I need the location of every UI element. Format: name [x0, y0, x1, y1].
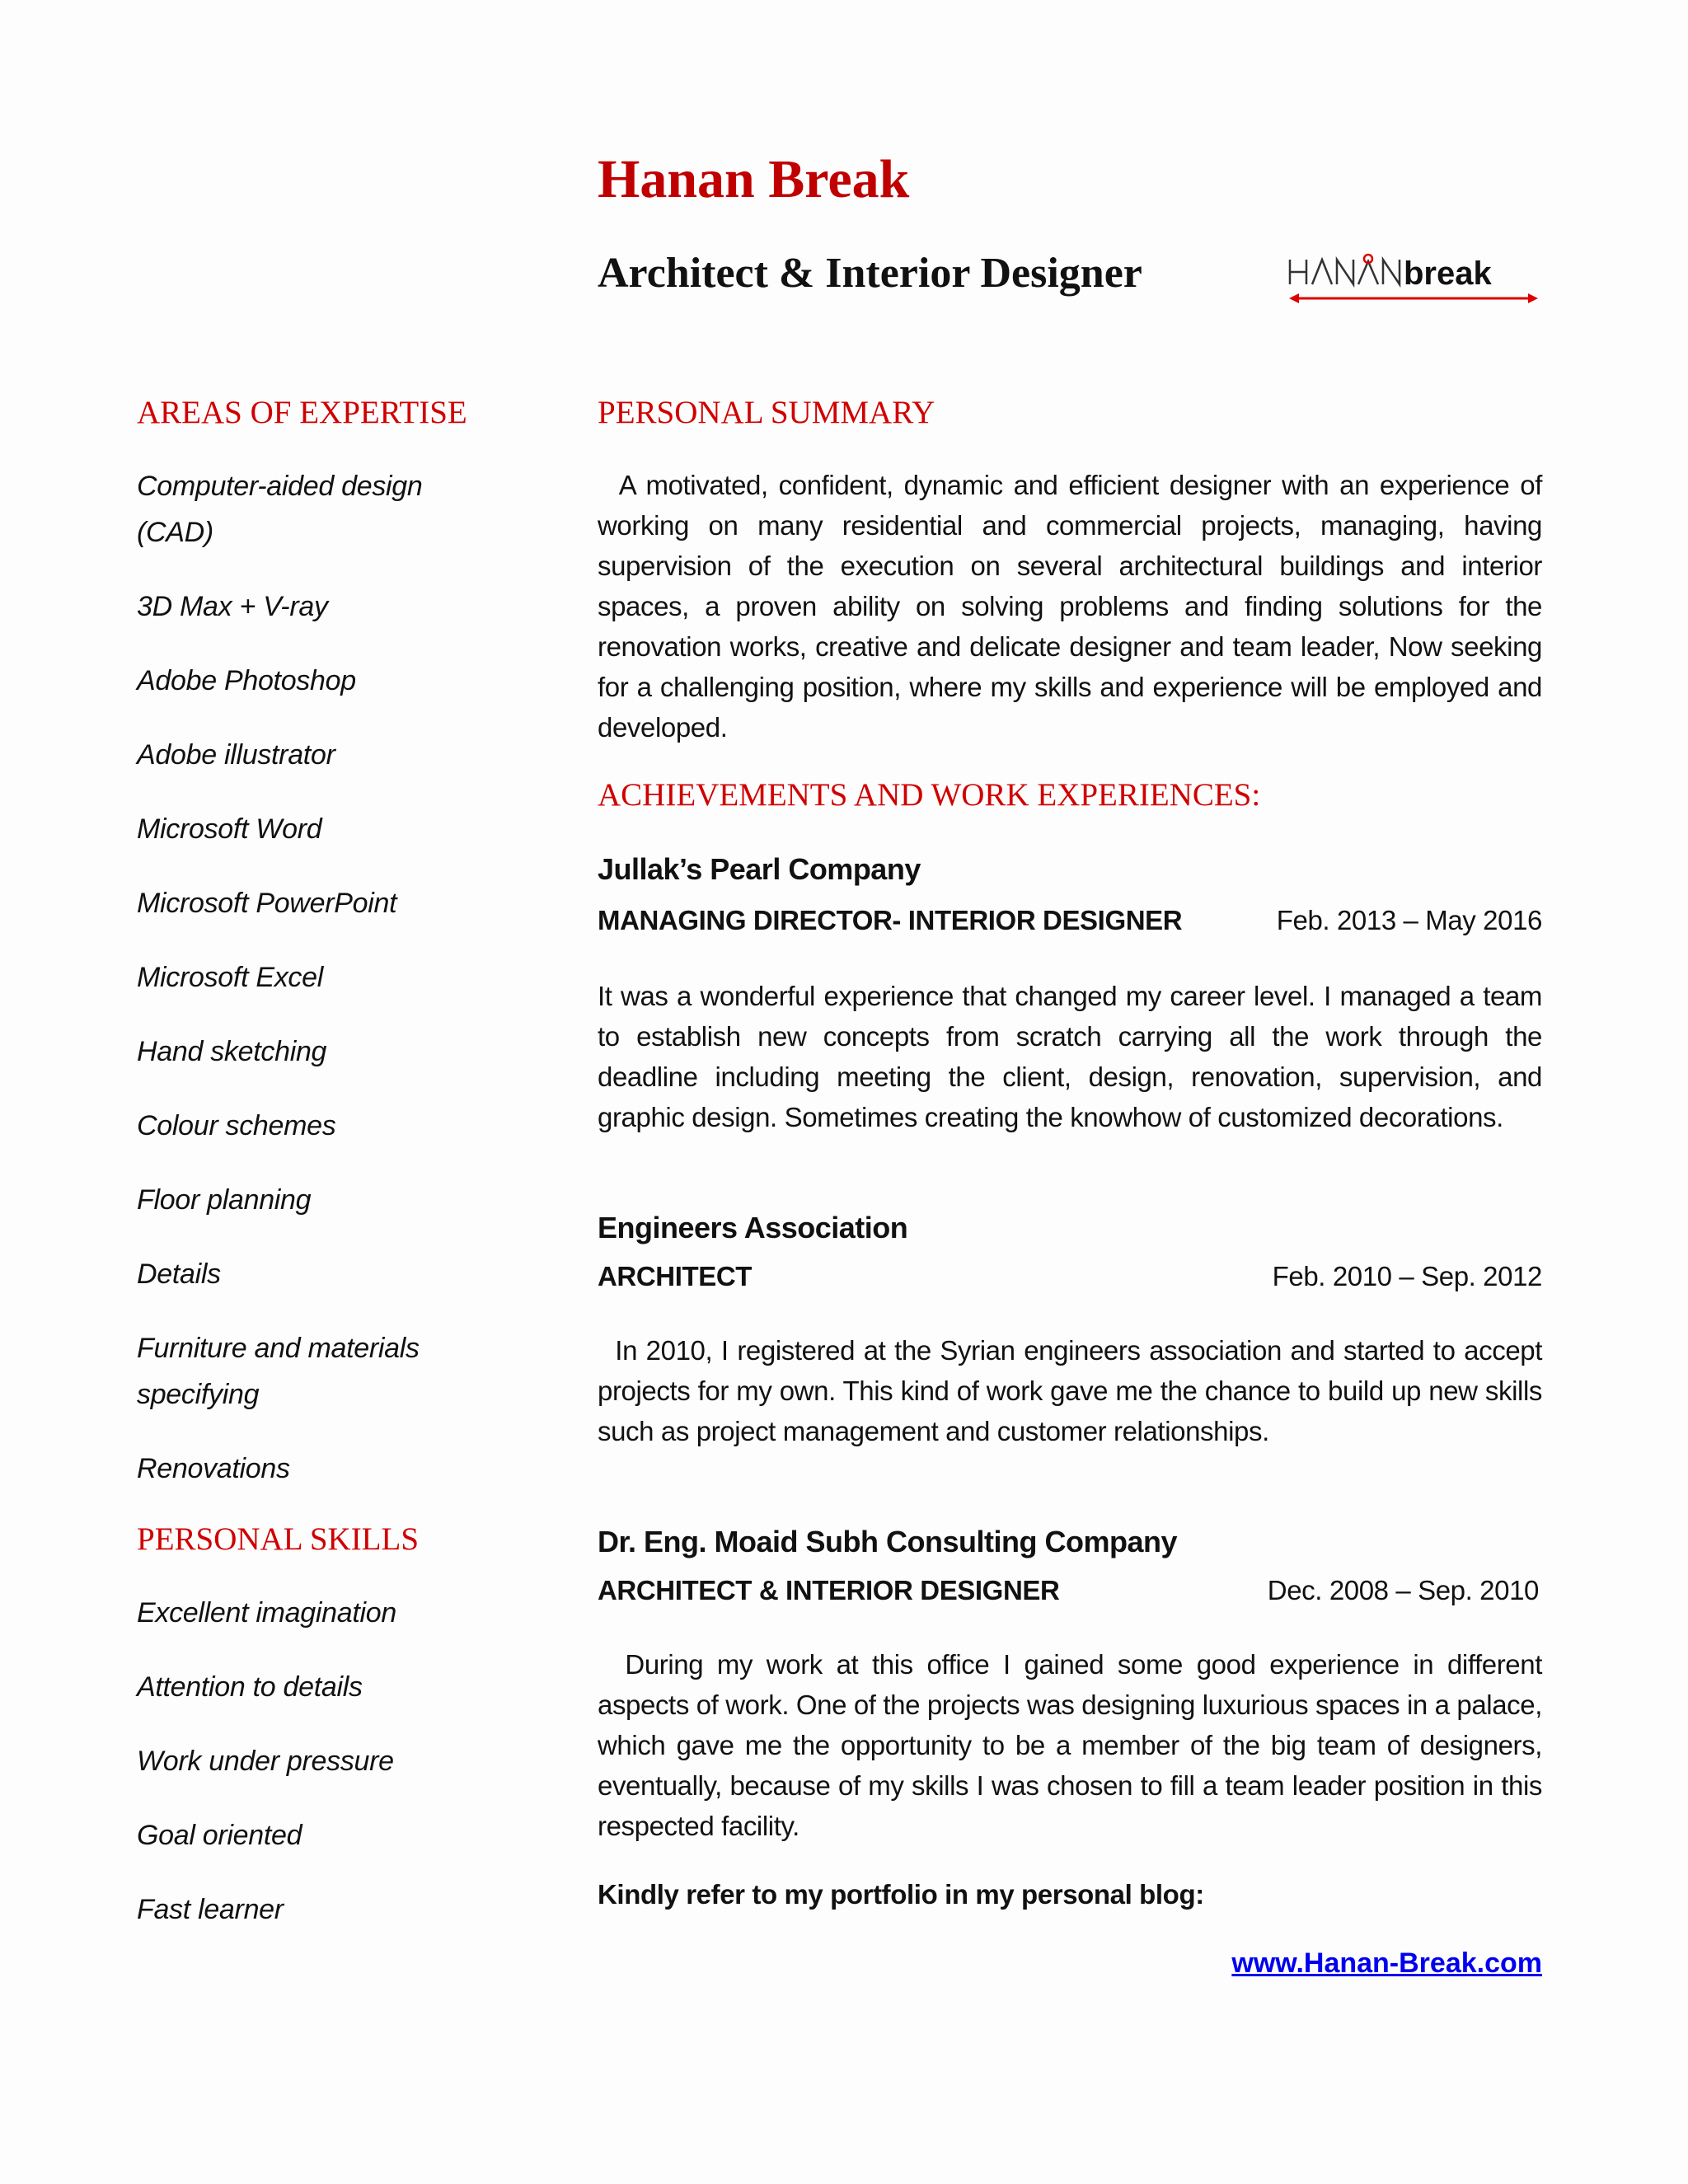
list-item: Hand sketching — [137, 1036, 327, 1067]
job-role: ARCHITECT & INTERIOR DESIGNER — [598, 1575, 1060, 1605]
job-dates: Feb. 2013 – May 2016 — [1276, 905, 1542, 935]
list-item: Goal oriented — [137, 1820, 302, 1851]
list-item: Colour schemes — [137, 1110, 336, 1141]
job-role: MANAGING DIRECTOR- INTERIOR DESIGNER — [598, 905, 1183, 935]
list-item: Microsoft Excel — [137, 962, 323, 993]
list-item: Adobe illustrator — [137, 739, 335, 771]
job-title: Architect & Interior Designer — [598, 250, 1142, 297]
job-description: It was a wonderful experience that changed my career level. I managed a team to establish new concepts from scratch carrying all the work through the deadline including meeting the client, design, renovation, supervision, and graphic design. Sometimes creating the knowhow of customized decorations. — [598, 981, 1542, 1132]
expertise-heading: AREAS OF EXPERTISE — [137, 395, 467, 430]
hananbreak-logo — [1286, 251, 1541, 309]
company-name: Engineers Association — [598, 1211, 908, 1244]
list-item: 3D Max + V-ray — [137, 591, 328, 622]
company-name: Dr. Eng. Moaid Subh Consulting Company — [598, 1525, 1177, 1558]
list-item: Renovations — [137, 1453, 290, 1484]
list-item: Microsoft Word — [137, 813, 322, 845]
job-role-row — [598, 1570, 1542, 1611]
list-item: Computer-aided design (CAD) — [137, 471, 423, 548]
list-item: Furniture and materials specifying — [137, 1333, 420, 1410]
job-role-row — [598, 1256, 1542, 1297]
job-dates: Feb. 2010 – Sep. 2012 — [1272, 1261, 1542, 1291]
list-item: Work under pressure — [137, 1746, 394, 1777]
candidate-name: Hanan Break — [598, 149, 910, 209]
job-dates: Dec. 2008 – Sep. 2010 — [1267, 1575, 1539, 1605]
job-description: During my work at this office I gained some good experience in different aspects of work. One of the projects was designing luxurious spaces in a palace, which gave me the opportunity to be a member of the big team of designers, eventually, because of my skills I was chosen to fill a team leader position in this respected facility. — [598, 1649, 1542, 1841]
job-description: In 2010, I registered at the Syrian engineers association and started to accept projects for my own. This kind of work gave me the chance to build up new skills such as project management and customer relationships. — [598, 1335, 1542, 1446]
list-item: Microsoft PowerPoint — [137, 888, 397, 919]
list-item: Excellent imagination — [137, 1597, 396, 1629]
list-item: Fast learner — [137, 1894, 284, 1925]
summary-heading: PERSONAL SUMMARY — [598, 395, 935, 430]
expertise-list — [137, 463, 483, 1492]
skills-heading: PERSONAL SKILLS — [137, 1521, 420, 1557]
portfolio-prompt: Kindly refer to my portfolio in my personal blog: — [598, 1879, 1204, 1910]
list-item: Floor planning — [137, 1184, 312, 1216]
summary-text: A motivated, confident, dynamic and efficient designer with an experience of working on many residential and commercial projects, managing, having supervision of the execution on several architectural buildings and interior spaces, a proven ability on solving problems and finding solutions for the renovation works, creative and delicate designer and team leader, Now seeking for a challenging position, where my skills and experience will be employed and developed. — [598, 470, 1542, 743]
portfolio-link[interactable]: www.Hanan-Break.com — [1231, 1947, 1542, 1979]
list-item: Attention to details — [137, 1671, 363, 1703]
job-role: ARCHITECT — [598, 1261, 753, 1291]
company-name: Jullak’s Pearl Company — [598, 852, 921, 886]
skills-list — [137, 1590, 483, 1933]
job-role-row — [598, 900, 1542, 941]
experience-heading: ACHIEVEMENTS AND WORK EXPERIENCES: — [598, 777, 1261, 813]
svg-text:break: break — [1404, 255, 1492, 292]
expertise-section — [137, 392, 483, 1520]
list-item: Adobe Photoshop — [137, 665, 356, 696]
list-item: Details — [137, 1258, 221, 1290]
skills-section — [137, 1519, 483, 1961]
